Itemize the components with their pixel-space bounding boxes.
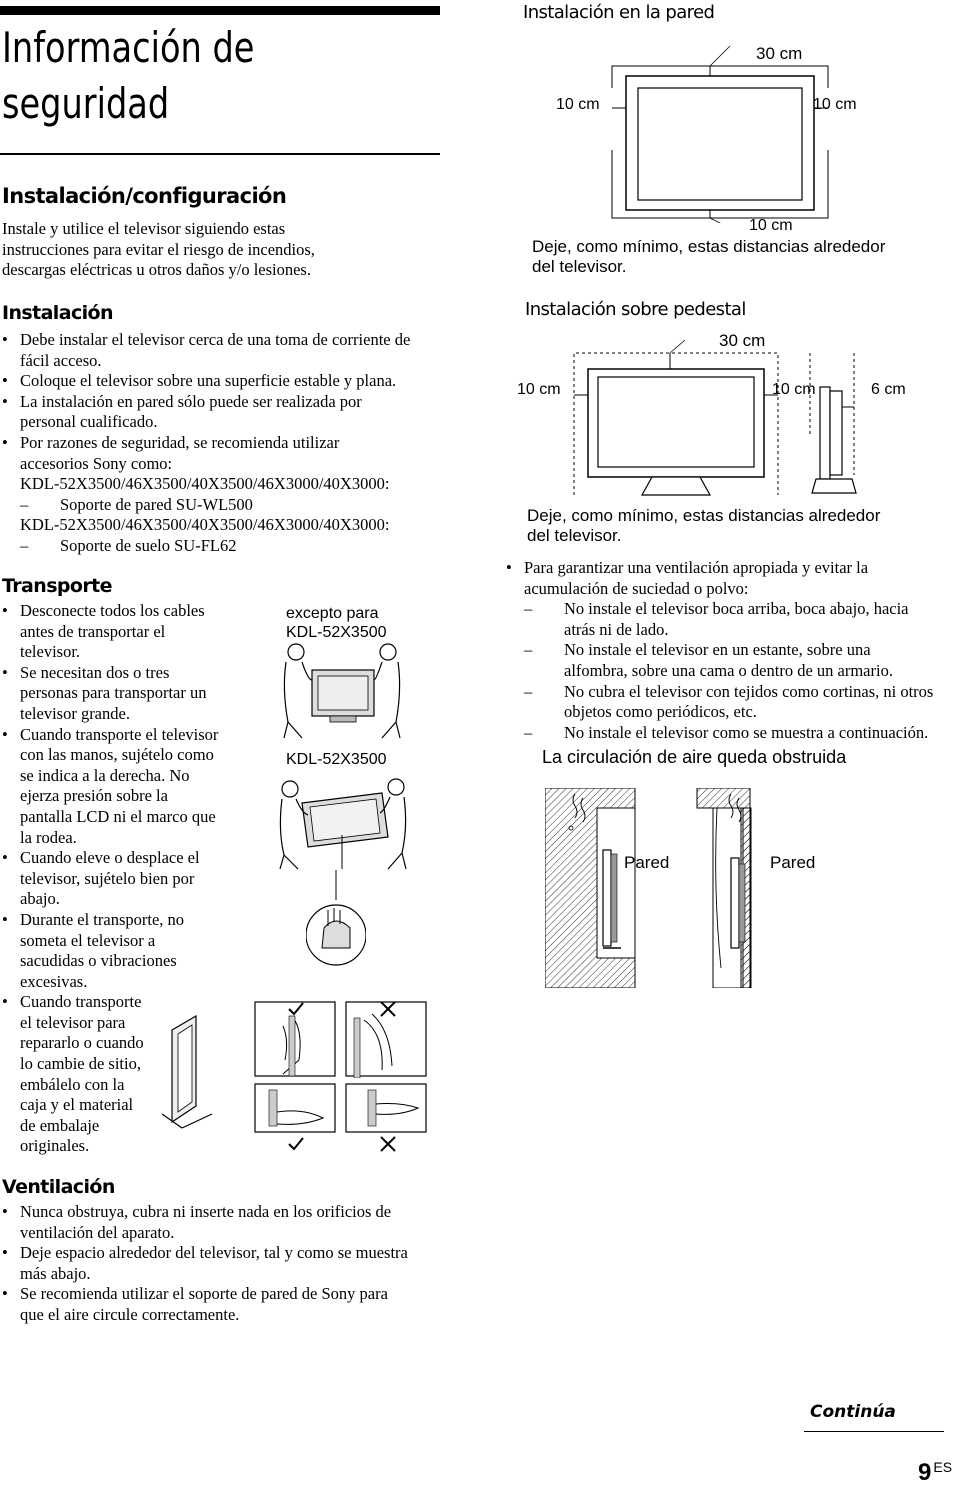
cross-mark-icon xyxy=(378,1135,398,1153)
list-item: • Durante el transporte, no someta el televisor a sacudidas o vibraciones excesivas. xyxy=(0,910,250,992)
pedestal-top-distance: 30 cm xyxy=(719,331,766,350)
continua-rule xyxy=(804,1431,944,1432)
hand-grip-illustration xyxy=(306,870,366,970)
wrong-grip-bottom-illustration xyxy=(344,1082,429,1134)
wall-install-diagram xyxy=(520,28,940,223)
check-mark-icon xyxy=(286,1000,306,1018)
ventilation-guidelines xyxy=(504,558,954,743)
wall-install-heading: Instalación en la pared xyxy=(523,2,715,23)
intro-line: Instale y utilice el televisor siguiendo estas xyxy=(2,219,286,238)
list-item: • Cuando eleve o desplace el televisor, sujételo bien por abajo. xyxy=(0,848,250,910)
intro-line: descargas eléctricas u otros daños y/o lesiones. xyxy=(2,260,311,280)
title-bottom-rule xyxy=(0,153,440,155)
wall-bottom-distance: 10 cm xyxy=(749,217,793,234)
correct-grip-bottom-illustration xyxy=(253,1082,338,1134)
list-item: – Soporte de suelo SU-FL62 xyxy=(20,536,445,557)
lifting-tv-illustration xyxy=(272,775,412,870)
list-item: – No cubra el televisor con tejidos como cortinas, ni otros objetos como periódicos, etc. xyxy=(524,682,954,723)
ventilacion-list xyxy=(0,1202,445,1326)
list-item: • Desconecte todos los cables antes de transportar el televisor. xyxy=(0,601,250,663)
list-item: • Cuando transporte el televisor con las manos, sujételo como se indica a la derecha. No ejerza presión sobre la pantalla LCD ni el marco que la rodea. xyxy=(0,725,250,849)
check-mark-icon xyxy=(286,1135,306,1153)
list-item: • La instalación en pared sólo puede ser realizada por personal cualificado. xyxy=(0,392,445,433)
wall-left-distance: 10 cm xyxy=(556,96,600,113)
list-item: • Nunca obstruya, cubra ni inserte nada en los orificios de ventilación del aparato. xyxy=(0,1202,445,1243)
models-line: KDL-52X3500/46X3500/40X3500/46X3000/40X3000: xyxy=(20,515,390,535)
list-item: • Debe instalar el televisor cerca de una toma de corriente de fácil acceso. xyxy=(0,330,445,371)
instalacion-list xyxy=(0,330,445,557)
list-item: • Para garantizar una ventilación apropiada y evitar la acumulación de suciedad o polvo: xyxy=(504,558,954,599)
list-item: • Deje espacio alrededor del televisor, tal y como se muestra más abajo. xyxy=(0,1243,445,1284)
install-config-heading: Instalación/configuración xyxy=(2,184,287,208)
list-item: – Soporte de pared SU-WL500 xyxy=(20,495,445,516)
ventilacion-heading: Ventilación xyxy=(2,1176,115,1198)
list-item: • Por razones de seguridad, se recomienda utilizar accesorios Sony como: xyxy=(0,433,445,474)
tv-box-illustration xyxy=(152,1010,252,1130)
wall-label-right: Pared xyxy=(770,853,816,872)
wall-label-left: Pared xyxy=(624,853,670,872)
install-config-intro xyxy=(2,219,442,281)
pedestal-caption: Deje, como mínimo, estas distancias alrededor del televisor. xyxy=(527,506,881,545)
page-language-suffix: ES xyxy=(933,1459,953,1475)
list-item: – No instale el televisor boca arriba, boca abajo, hacia atrás ni de lado. xyxy=(524,599,954,640)
list-item: – No instale el televisor como se muestra a continuación. xyxy=(524,723,954,744)
wall-caption: Deje, como mínimo, estas distancias alrededor del televisor. xyxy=(532,237,886,276)
two-people-carry-illustration xyxy=(272,640,412,740)
title-top-rule xyxy=(0,6,440,15)
fig-label-excepto: excepto para KDL-52X3500 xyxy=(286,605,387,641)
list-item: – No instale el televisor en un estante, sobre una alfombra, sobre una cama o dentro de un armario. xyxy=(524,640,954,681)
list-item: • Se necesitan dos o tres personas para transportar un televisor grande. xyxy=(0,663,250,725)
airflow-blocked-diagram xyxy=(545,788,825,988)
cross-mark-icon xyxy=(378,1000,398,1018)
pedestal-left-distance: 10 cm xyxy=(517,381,561,398)
intro-line: instrucciones para evitar el riesgo de incendios, xyxy=(2,239,315,259)
pedestal-side-distance: 6 cm xyxy=(871,381,906,398)
list-item: • Cuando transporte el televisor para repararlo o cuando lo cambie de sitio, embálelo con la caja y el material de embalaje originales. xyxy=(0,992,250,1157)
page-number: 9 $^{ES}$ xyxy=(918,1459,953,1486)
transporte-heading: Transporte xyxy=(2,575,112,597)
page-title-line-2: seguridad xyxy=(2,79,170,128)
instalacion-heading: Instalación xyxy=(2,302,113,324)
pedestal-install-heading: Instalación sobre pedestal xyxy=(525,299,746,320)
pedestal-right-distance: 10 cm xyxy=(772,381,816,398)
continua-label: Continúa xyxy=(810,1402,896,1422)
models-line: KDL-52X3500/46X3500/40X3500/46X3000/40X3000: xyxy=(20,474,390,494)
page-title-line-1: Información de xyxy=(2,23,255,72)
wall-top-distance: 30 cm xyxy=(756,44,803,63)
list-item: • Coloque el televisor sobre una superficie estable y plana. xyxy=(0,371,445,392)
page-title xyxy=(2,20,254,132)
airflow-title: La circulación de aire queda obstruida xyxy=(542,747,847,767)
wall-right-distance: 10 cm xyxy=(813,96,857,113)
fig-label-model: KDL-52X3500 xyxy=(286,751,387,768)
list-item: • Se recomienda utilizar el soporte de pared de Sony para que el aire circule correctamente. xyxy=(0,1284,445,1325)
pedestal-install-diagram xyxy=(560,335,860,505)
